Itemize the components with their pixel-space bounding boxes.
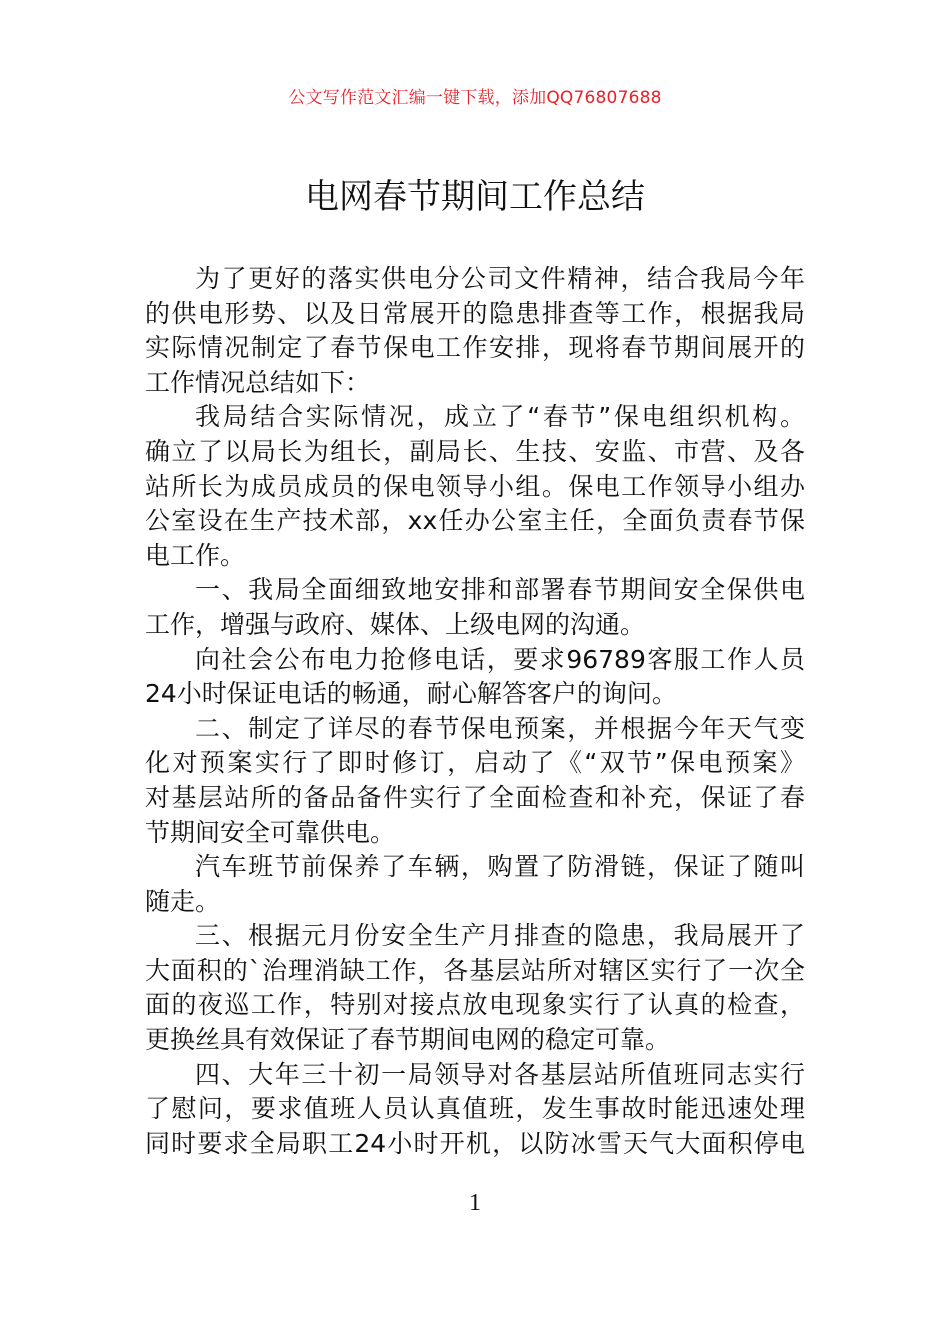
paragraph-4-line-1: 向社会公布电力抢修电话，要求96789客服工作人员 (195, 644, 805, 674)
paragraph-8-line-3: 同时要求全局职工24小时开机，以防冰雪天气大面积停电 (145, 1128, 805, 1158)
paragraph-5-line-1: 二、制定了详尽的春节保电预案，并根据今年天气变 (195, 713, 805, 743)
paragraph-2-line-5: 电工作。 (145, 540, 246, 570)
document-body (145, 262, 805, 1161)
paragraph-3-line-2: 工作，增强与政府、媒体、上级电网的沟通。 (145, 609, 646, 639)
paragraph-5-line-2: 化对预案实行了即时修订，启动了《“双节”保电预案》 (145, 748, 805, 778)
paragraph-5-line-3: 对基层站所的备品备件实行了全面检查和补充，保证了春 (145, 782, 805, 812)
paragraph-6-line-1: 汽车班节前保养了车辆，购置了防滑链，保证了随叫 (195, 852, 805, 882)
download-banner: 公文写作范文汇编一键下载，添加QQ76807688 (288, 88, 662, 108)
paragraph-7-line-1: 三、根据元月份安全生产月排查的隐患，我局展开了 (195, 921, 805, 951)
paragraph-2-line-4: 公室设在生产技术部，xx任办公室主任，全面负责春节保 (145, 506, 805, 536)
paragraph-2-line-3: 站所长为成员成员的保电领导小组。保电工作领导小组办 (145, 471, 805, 501)
paragraph-1-line-3: 实际情况制定了春节保电工作安排，现将春节期间展开的 (145, 333, 805, 363)
paragraph-5-line-4: 节期间安全可靠供电。 (145, 817, 396, 847)
paragraph-7-line-3: 面的夜巡工作，特别对接点放电现象实行了认真的检查， (145, 990, 805, 1020)
paragraph-2-line-2: 确立了以局长为组长，副局长、生技、安监、市营、及各 (145, 436, 805, 466)
paragraph-2-line-1: 我局结合实际情况，成立了“春节”保电组织机构。 (195, 402, 805, 432)
paragraph-8-line-2: 了慰问，要求值班人员认真值班，发生事故时能迅速处理 (145, 1094, 805, 1124)
paragraph-1-line-4: 工作情况总结如下： (145, 367, 371, 397)
paragraph-1-line-1: 为了更好的落实供电分公司文件精神，结合我局今年 (195, 264, 805, 293)
paragraph-1-line-2: 的供电形势、以及日常展开的隐患排查等工作，根据我局 (145, 298, 805, 328)
page-number: 1 (469, 1190, 481, 1216)
paragraph-8-line-1: 四、大年三十初一局领导对各基层站所值班同志实行 (195, 1059, 805, 1089)
paragraph-6-line-2: 随走。 (145, 886, 221, 916)
document-title: 电网春节期间工作总结 (305, 177, 645, 217)
paragraph-3-line-1: 一、我局全面细致地安排和部署春节期间安全保供电 (195, 575, 805, 605)
paragraph-7-line-2: 大面积的`治理消缺工作，各基层站所对辖区实行了一次全 (145, 955, 805, 985)
paragraph-7-line-4: 更换丝具有效保证了春节期间电网的稳定可靠。 (145, 1025, 671, 1055)
paragraph-4-line-2: 24小时保证电话的畅通，耐心解答客户的询问。 (145, 679, 677, 709)
